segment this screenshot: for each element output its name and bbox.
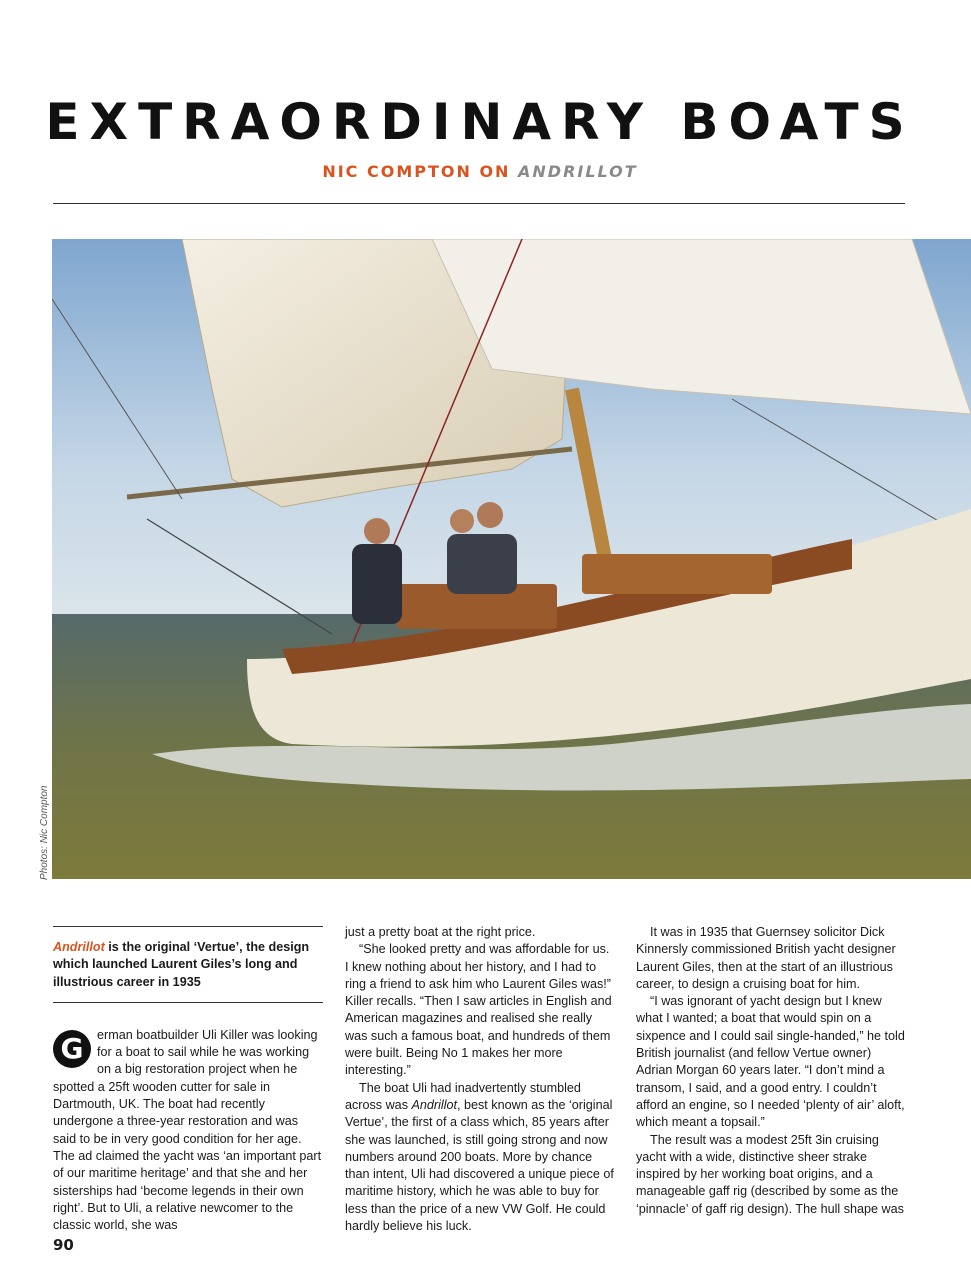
header-rule — [53, 203, 905, 204]
opening-paragraph — [53, 1027, 323, 1235]
byline-boat-name: ANDRILLOT — [518, 162, 638, 181]
boat-illustration — [52, 239, 971, 879]
standfirst-boat-name: Andrillot — [53, 940, 105, 954]
paragraph: just a pretty boat at the right price. — [345, 925, 536, 939]
opening-paragraph-text: erman boatbuilder Uli Killer was looking for a boat to sail while he was working on a big restoration project when he spotted a 25ft wooden cutter for sale in Dartmouth, UK. The boat had recently undergone a three-year restoration and was said to be in very good condition for her age. The ad claimed the yacht was ‘an important part of our maritime heritage’ and that she and her sisterships had ‘become legends in their own right’. But to Uli, a relative newcomer to the classic world, she was — [53, 1027, 322, 1233]
column-2 — [345, 924, 615, 1235]
boat-name: Andrillot — [411, 1097, 457, 1112]
column-1 — [53, 926, 323, 1234]
paragraph: “I was ignorant of yacht design but I knew what I wanted; a boat that would spin on a sixpence and I could sail single-handed,” he told British journalist (and fellow Vertue owner) Adrian Morgan 60 years later. “I don’t mind a transom, I said, and a good entry. I couldn’t afford an engine, so I needed ‘plenty of air’ aloft, which meant a topsail.” — [636, 994, 905, 1130]
paragraph: The result was a modest 25ft 3in cruising yacht with a wide, distinctive sheer strake inspired by her working boat origins, and a manageable gaff rig (described by some as the ‘pinnacle’ of gaff rig design). The hull shape was — [636, 1132, 904, 1216]
photo-credit: Photos: Nic Compton — [39, 785, 50, 880]
byline-author: NIC COMPTON ON — [322, 162, 511, 181]
paragraph: It was in 1935 that Guernsey solicitor Dick Kinnersly commissioned British yacht designer Laurent Giles, then at the start of an illustrious career, to design a cruising boat for him. — [636, 925, 896, 991]
column-3 — [636, 924, 906, 1218]
standfirst-text: is the original ‘Vertue’, the design which launched Laurent Giles’s long and illustrious career in 1935 — [53, 940, 310, 989]
section-title: EXTRAORDINARY BOATS — [45, 93, 915, 151]
drop-cap: G — [53, 1030, 91, 1068]
paragraph: “She looked pretty and was affordable for us. I knew nothing about her history, and I had to ring a friend to ask him who Laurent Giles was!” Killer recalls. “Then I saw articles in English and American magazines and realised she really was such a famous boat, and hundreds of them were built. Being No 1 makes her more interesting.” — [345, 942, 612, 1078]
paragraph-text: , best known as the ‘original Vertue’, the first of a class which, 85 years after she was launched, is still going strong and now numbers around 200 boats. More by chance than intent, Uli had discovered a unique piece of maritime history, which he was able to buy for less than the price of a new VW Golf. He could hardly believe his luck. — [345, 1097, 614, 1234]
paragraph — [345, 1080, 615, 1236]
standfirst — [53, 926, 323, 1003]
paragraph-text: The boat Uli had inadvertently stumbled across was — [345, 1080, 581, 1112]
sailing-boat-photo — [52, 239, 971, 879]
byline — [0, 162, 960, 181]
page-number: 90 — [53, 1236, 74, 1254]
